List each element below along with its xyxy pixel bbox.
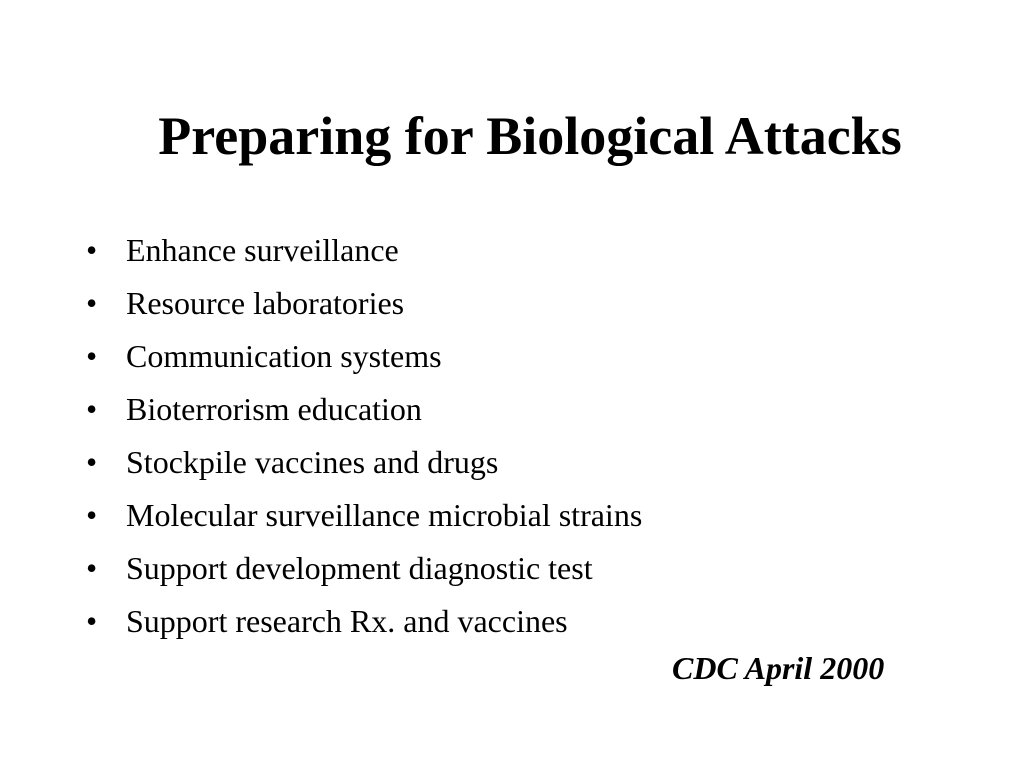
bullet-item — [86, 330, 642, 383]
bullet-text: Bioterrorism education — [126, 391, 422, 427]
bullet-item — [86, 383, 642, 436]
bullet-icon: • — [86, 285, 98, 321]
bullet-item — [86, 595, 642, 648]
bullet-text: Resource laboratories — [126, 285, 405, 321]
bullet-text: Enhance surveillance — [126, 232, 399, 268]
bullet-icon: • — [86, 391, 98, 427]
bullet-item — [86, 542, 642, 595]
bullet-item — [86, 489, 642, 542]
bullet-icon: • — [86, 550, 98, 586]
bullet-icon: • — [86, 497, 98, 533]
bullet-text: Molecular surveillance microbial strains — [126, 497, 643, 533]
bullet-text: Communication systems — [126, 338, 442, 374]
bullet-item — [86, 224, 642, 277]
bullet-item — [86, 277, 642, 330]
bullet-text: Support research Rx. and vaccines — [126, 603, 568, 639]
source-citation: CDC April 2000 — [672, 650, 885, 686]
bullet-text: Stockpile vaccines and drugs — [126, 444, 499, 480]
bullet-icon: • — [86, 444, 98, 480]
bullet-text: Support development diagnostic test — [126, 550, 593, 586]
bullet-item — [86, 436, 642, 489]
bullet-icon: • — [86, 232, 98, 268]
bullet-icon: • — [86, 603, 98, 639]
bullet-icon: • — [86, 338, 98, 374]
slide-title: Preparing for Biological Attacks — [158, 106, 902, 166]
bullet-list — [86, 224, 642, 648]
